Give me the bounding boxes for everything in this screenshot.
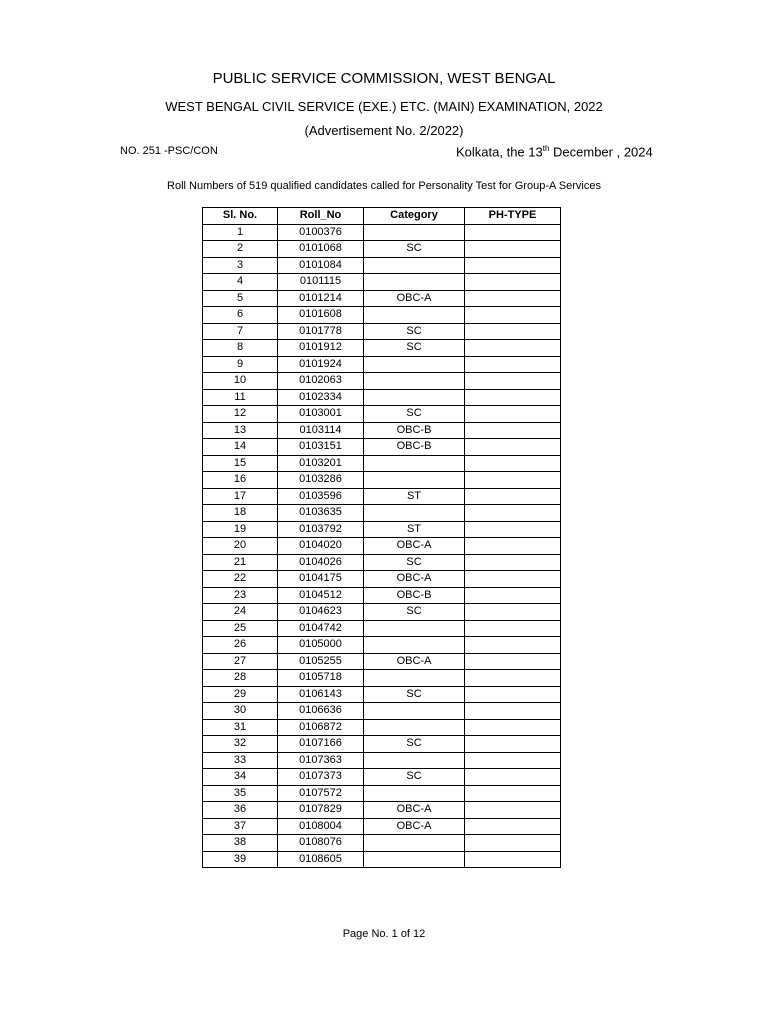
cell-ph-type [465,736,561,753]
cell-category: OBC-A [364,802,465,819]
cell-category [364,307,465,324]
cell-category: SC [364,340,465,357]
cell-sl-no: 34 [203,769,278,786]
cell-roll-no: 0100376 [278,224,364,241]
cell-ph-type [465,620,561,637]
cell-ph-type [465,686,561,703]
cell-ph-type [465,851,561,868]
cell-roll-no: 0101068 [278,241,364,258]
cell-ph-type [465,224,561,241]
cell-roll-no: 0101778 [278,323,364,340]
cell-sl-no: 30 [203,703,278,720]
cell-sl-no: 6 [203,307,278,324]
cell-roll-no: 0108076 [278,835,364,852]
cell-ph-type [465,835,561,852]
cell-sl-no: 22 [203,571,278,588]
cell-ph-type [465,587,561,604]
cell-sl-no: 31 [203,719,278,736]
cell-category [364,620,465,637]
cell-ph-type [465,406,561,423]
table-row [203,224,561,241]
cell-roll-no: 0106636 [278,703,364,720]
cell-ph-type [465,802,561,819]
table-row [203,653,561,670]
cell-sl-no: 15 [203,455,278,472]
cell-sl-no: 23 [203,587,278,604]
cell-ph-type [465,505,561,522]
cell-sl-no: 7 [203,323,278,340]
cell-ph-type [465,769,561,786]
cell-category [364,356,465,373]
table-row [203,488,561,505]
table-row [203,373,561,390]
cell-sl-no: 17 [203,488,278,505]
cell-roll-no: 0101214 [278,290,364,307]
cell-roll-no: 0102334 [278,389,364,406]
cell-category: SC [364,241,465,258]
table-row [203,637,561,654]
cell-category: SC [364,554,465,571]
cell-ph-type [465,653,561,670]
cell-ph-type [465,455,561,472]
cell-sl-no: 33 [203,752,278,769]
cell-category: ST [364,488,465,505]
cell-category: OBC-A [364,653,465,670]
cell-roll-no: 0107166 [278,736,364,753]
cell-roll-no: 0105000 [278,637,364,654]
cell-ph-type [465,571,561,588]
table-row [203,703,561,720]
cell-roll-no: 0107363 [278,752,364,769]
table-row [203,554,561,571]
table-row [203,736,561,753]
cell-category [364,455,465,472]
cell-roll-no: 0101924 [278,356,364,373]
cell-category: OBC-B [364,587,465,604]
cell-sl-no: 27 [203,653,278,670]
cell-sl-no: 14 [203,439,278,456]
cell-sl-no: 8 [203,340,278,357]
table-row [203,538,561,555]
cell-category: SC [364,406,465,423]
column-header-category: Category [364,208,465,225]
table-row [203,769,561,786]
cell-category: OBC-B [364,439,465,456]
table-row [203,323,561,340]
cell-roll-no: 0106143 [278,686,364,703]
table-row [203,604,561,621]
cell-ph-type [465,340,561,357]
cell-category: OBC-A [364,538,465,555]
cell-roll-no: 0106872 [278,719,364,736]
date-suffix: December , 2024 [549,144,653,160]
cell-sl-no: 16 [203,472,278,489]
cell-category [364,785,465,802]
cell-sl-no: 35 [203,785,278,802]
cell-sl-no: 37 [203,818,278,835]
commission-title: PUBLIC SERVICE COMMISSION, WEST BENGAL [212,70,556,87]
cell-sl-no: 2 [203,241,278,258]
cell-roll-no: 0104020 [278,538,364,555]
cell-sl-no: 3 [203,257,278,274]
cell-ph-type [465,274,561,291]
cell-ph-type [465,752,561,769]
table-body [203,224,561,868]
cell-category [364,835,465,852]
cell-roll-no: 0101912 [278,340,364,357]
cell-roll-no: 0101084 [278,257,364,274]
table-row [203,521,561,538]
cell-roll-no: 0103114 [278,422,364,439]
cell-category: ST [364,521,465,538]
cell-ph-type [465,422,561,439]
table-row [203,785,561,802]
table-row [203,620,561,637]
cell-ph-type [465,818,561,835]
table-row [203,719,561,736]
cell-category [364,752,465,769]
reference-number: NO. 251 -PSC/CON [120,145,218,157]
cell-sl-no: 39 [203,851,278,868]
cell-sl-no: 26 [203,637,278,654]
cell-sl-no: 18 [203,505,278,522]
table-row [203,356,561,373]
roll-number-table [202,207,561,868]
cell-sl-no: 38 [203,835,278,852]
cell-category [364,670,465,687]
table-row [203,422,561,439]
cell-category [364,373,465,390]
cell-sl-no: 21 [203,554,278,571]
cell-roll-no: 0103201 [278,455,364,472]
table-row [203,439,561,456]
cell-sl-no: 13 [203,422,278,439]
cell-roll-no: 0107829 [278,802,364,819]
table-row [203,587,561,604]
cell-category: SC [364,736,465,753]
cell-sl-no: 36 [203,802,278,819]
cell-category: SC [364,686,465,703]
cell-sl-no: 10 [203,373,278,390]
cell-ph-type [465,373,561,390]
cell-ph-type [465,257,561,274]
cell-ph-type [465,472,561,489]
cell-roll-no: 0103596 [278,488,364,505]
cell-ph-type [465,488,561,505]
table-row [203,686,561,703]
cell-category: SC [364,323,465,340]
table-caption: Roll Numbers of 519 qualified candidates called for Personality Test for Group-A Services [167,180,601,192]
cell-category [364,257,465,274]
cell-roll-no: 0104175 [278,571,364,588]
cell-sl-no: 25 [203,620,278,637]
cell-category: OBC-B [364,422,465,439]
cell-roll-no: 0104026 [278,554,364,571]
cell-sl-no: 29 [203,686,278,703]
cell-ph-type [465,554,561,571]
cell-roll-no: 0108605 [278,851,364,868]
cell-category [364,389,465,406]
cell-ph-type [465,307,561,324]
cell-roll-no: 0103635 [278,505,364,522]
cell-roll-no: 0107373 [278,769,364,786]
table-row [203,818,561,835]
cell-category: OBC-A [364,818,465,835]
table-row [203,307,561,324]
cell-sl-no: 24 [203,604,278,621]
cell-ph-type [465,323,561,340]
cell-category [364,274,465,291]
cell-ph-type [465,356,561,373]
table-row [203,389,561,406]
table-row [203,241,561,258]
cell-roll-no: 0104512 [278,587,364,604]
cell-sl-no: 11 [203,389,278,406]
column-header-roll-no: Roll_No [278,208,364,225]
cell-ph-type [465,604,561,621]
cell-category [364,851,465,868]
cell-sl-no: 1 [203,224,278,241]
issue-date [456,144,653,159]
cell-ph-type [465,439,561,456]
table-row [203,257,561,274]
table-row [203,851,561,868]
table-row [203,505,561,522]
table-row [203,274,561,291]
cell-category [364,505,465,522]
cell-roll-no: 0108004 [278,818,364,835]
cell-sl-no: 28 [203,670,278,687]
cell-roll-no: 0103151 [278,439,364,456]
cell-roll-no: 0103792 [278,521,364,538]
table-row [203,290,561,307]
cell-roll-no: 0102063 [278,373,364,390]
cell-sl-no: 19 [203,521,278,538]
cell-ph-type [465,703,561,720]
cell-roll-no: 0101608 [278,307,364,324]
cell-ph-type [465,241,561,258]
table-row [203,571,561,588]
cell-ph-type [465,290,561,307]
cell-sl-no: 20 [203,538,278,555]
cell-category [364,703,465,720]
cell-sl-no: 5 [203,290,278,307]
cell-category [364,472,465,489]
table-row [203,835,561,852]
cell-ph-type [465,785,561,802]
cell-sl-no: 9 [203,356,278,373]
date-superscript: th [542,144,550,153]
cell-ph-type [465,637,561,654]
exam-title: WEST BENGAL CIVIL SERVICE (EXE.) ETC. (MAIN) EXAMINATION, 2022 [165,99,603,114]
cell-category: OBC-A [364,290,465,307]
cell-ph-type [465,521,561,538]
cell-roll-no: 0103286 [278,472,364,489]
table-row [203,455,561,472]
table-header-row [203,208,561,225]
cell-category: OBC-A [364,571,465,588]
cell-category [364,637,465,654]
cell-roll-no: 0101115 [278,274,364,291]
cell-roll-no: 0105255 [278,653,364,670]
cell-roll-no: 0104742 [278,620,364,637]
table-row [203,802,561,819]
cell-sl-no: 32 [203,736,278,753]
table-row [203,670,561,687]
cell-sl-no: 12 [203,406,278,423]
cell-roll-no: 0103001 [278,406,364,423]
cell-roll-no: 0104623 [278,604,364,621]
cell-ph-type [465,389,561,406]
table-row [203,406,561,423]
cell-roll-no: 0107572 [278,785,364,802]
cell-roll-no: 0105718 [278,670,364,687]
cell-category: SC [364,769,465,786]
column-header-sl-no: Sl. No. [203,208,278,225]
date-prefix: Kolkata, the 13 [456,144,543,160]
cell-category [364,224,465,241]
cell-ph-type [465,538,561,555]
advertisement-number: (Advertisement No. 2/2022) [304,123,464,138]
cell-category: SC [364,604,465,621]
page-number: Page No. 1 of 12 [342,928,426,940]
table-row [203,340,561,357]
cell-ph-type [465,670,561,687]
cell-sl-no: 4 [203,274,278,291]
table-row [203,472,561,489]
column-header-ph-type: PH-TYPE [465,208,561,225]
cell-ph-type [465,719,561,736]
table-row [203,752,561,769]
cell-category [364,719,465,736]
